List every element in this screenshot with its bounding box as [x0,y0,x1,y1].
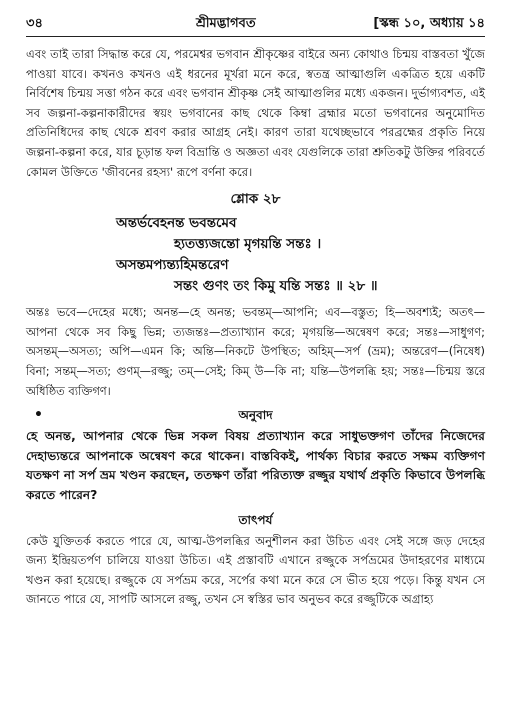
shloka-title: শ্লোক ২৮ [230,191,281,208]
bullet-mark: • [34,407,43,424]
verse-line-3: অসন্তমপ্যন্ত্যহিমন্তরেণ [116,257,229,274]
translation-heading: অনুবাদ [238,408,273,423]
page-header [26,10,485,34]
verse-line-4: সন্তং গুণং তং কিমু যন্তি সন্তঃ ॥ ২৮ ॥ [174,278,378,295]
synonyms: অন্তঃ ভবে—দেহের মধ্যে; অনন্ত—হে অনন্ত; ভবন্তম্—আপনি; এব—বস্তুত; হি—অবশ্যই; অতৎ—আপনা থেকে সব কিছু ভিন্ন; ত্যজন্তঃ—প্রত্যাখ্যান করে; মৃগয়ন্তি—অন্বেষণ করে; সন্তঃ—সাধুগণ; অসন্তম্—অসত্য; অপি—এমন কি; অন্তি—নিকটে উপস্থিত; অহিম্—সর্প (ভ্রম); অন্তরেণ—(নিষেধ) বিনা; সন্তম্—সত্য; গুণম্—রজ্জু; তম্—সেই; কিম্ উ—কি না; যন্তি—উপলব্ধি হয়; সন্তঃ—চিন্ময় স্তরে অধিষ্ঠিত ব্যক্তিগণ। [26,305,485,398]
purport-heading: তাৎপর্য [238,512,273,527]
section-reference: [স্কন্ধ ১০, অধ্যায় ১৪ [373,16,485,31]
verse-line-2: হ্যতত্ত্যজন্তো মৃগয়ন্তি সন্তঃ । [174,236,322,253]
translation: হে অনন্ত, আপনার থেকে ভিন্ন সকল বিষয় প্রত্যাখ্যান করে সাধুভক্তগণ তাঁদের নিজেদের দেহাভ্যন্তরে আপনাকে অন্বেষণ করে থাকেন। বাস্তবিকই, পার্থক্য বিচার করতে সক্ষম ব্যক্তিগণ যতক্ষণ না সর্প ভ্রম খণ্ডন করছেন, ততক্ষণ তাঁরা পরিত্যক্ত রজ্জুর যথার্থ প্রকৃতি কিভাবে উপলব্ধি করতে পারেন? [26,429,485,502]
purport: কেউ যুক্তিতর্ক করতে পারে যে, আত্ম-উপলব্ধির অনুশীলন করা উচিত এবং সেই সঙ্গে জড় দেহের জন্য ইন্দ্রিয়তর্পণ চালিয়ে যাওয়া উচিত। এই প্রস্তাবটি এখানে রজ্জুকে সর্পভ্রমের উদাহরণের মাধ্যমে খণ্ডন করা হয়েছে। রজ্জুকে যে সর্পভ্রম করে, সর্পের কথা মনে করে সে ভীত হয়ে পড়ে। কিন্তু যখন সে জানতে পারে যে, সাপটি আসলে রজ্জু, তখন সে স্বস্তির ভাব অনুভব করে রজ্জুটিকে অগ্রাহ্য [26,533,485,607]
intro-paragraph: এবং তাই তারা সিদ্ধান্ত করে যে, পরমেশ্বর ভগবান শ্রীকৃষ্ণের বাইরে অন্য কোথাও চিন্ময় বাস্তবতা খুঁজে পাওয়া যাবে। কখনও কখনও এই ধরনের মূর্খরা মনে করে, স্বতন্ত্র আত্মাগুলি একত্রিত হয়ে একটি নির্বিশেষ চিন্ময় সত্তা গঠন করে এবং ভগবান শ্রীকৃষ্ণ সেই আত্মাগুলির মধ্যে একজন। দুর্ভাগ্যবশত, এই সব জল্পনা-কল্পনাকারীদের স্বয়ং ভগবানের কাছ থেকে কিম্বা ব্রহ্মার মতো ভগবানের অনুমোদিত প্রতিনিধিদের কাছ থেকে শ্রবণ করার আগ্রহ নেই। কারণ তারা যথেচ্ছভাবে পরব্রহ্মের প্রকৃতি নিয়ে জল্পনা-কল্পনা করে, যার চূড়ান্ত ফল বিভ্রান্তি ও অজ্ঞতা এবং যেগুলিকে তারা শ্রুতিকটু উক্তির পরিবর্তে কোমল উক্তিতে 'জীবনের রহস্য' রূপে বর্ণনা করে। [26,47,485,179]
header-rule [26,36,485,37]
translation-heading-row [26,407,485,427]
page-number: ৩৪ [26,16,43,31]
verse-line-1: অন্তর্ভবেহনন্ত ভবন্তমেব [116,215,237,232]
book-title: শ্রীমদ্ভাগবত [196,16,256,31]
